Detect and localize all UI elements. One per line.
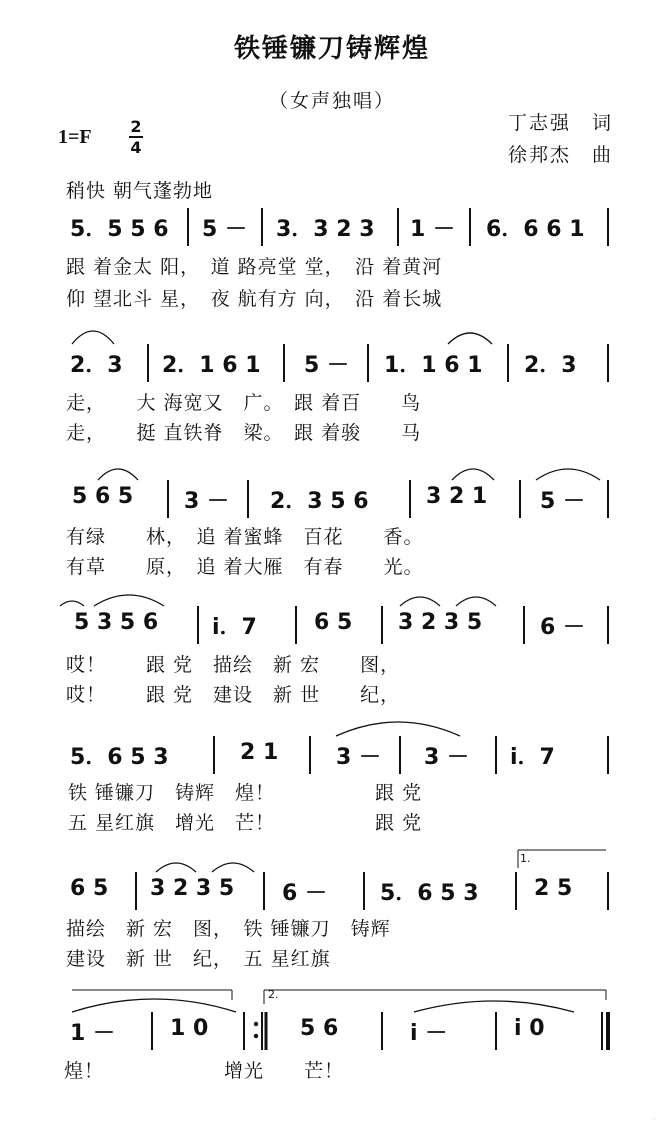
- lyrics-verse-2: 建设 新 世 纪， 五 星红旗: [66, 948, 331, 970]
- slur: [400, 597, 440, 606]
- repeat-dot: [254, 1022, 258, 1026]
- slur: [452, 469, 494, 480]
- measure-notes: 6．6 6 1: [486, 217, 585, 242]
- second-ending-label: 2.: [268, 988, 279, 1001]
- lyrics-verse-1: 跟 着金太 阳， 道 路亮堂 堂， 沿 着黄河: [66, 256, 443, 278]
- measure-notes: 5 3 5 6: [74, 610, 159, 635]
- measure-notes: 6 －: [282, 881, 327, 906]
- measure-notes: i －: [410, 1021, 448, 1046]
- lyrics-verse-1: 走， 大 海宽又 广。 跟 着百 鸟: [66, 392, 422, 414]
- slur: [156, 863, 196, 872]
- slur: [72, 331, 114, 344]
- slur: [72, 999, 236, 1012]
- slur: [448, 333, 492, 344]
- measure-notes: 1 －: [410, 217, 455, 242]
- slur: [212, 863, 254, 872]
- slur: [536, 469, 600, 480]
- measure-notes: 3 －: [424, 745, 469, 770]
- lyrics-verse-1: 煌！ 增光 芒！: [64, 1060, 345, 1082]
- measure-notes: 2．3: [524, 353, 577, 378]
- time-signature-bottom: 4: [130, 138, 142, 157]
- slur: [60, 601, 84, 606]
- measure-notes: 5 －: [202, 217, 247, 242]
- measure-notes: 5．6 5 3: [70, 745, 169, 770]
- measure-notes: 3 －: [184, 489, 229, 514]
- slur: [94, 595, 164, 606]
- measure-notes: 5 6: [300, 1016, 339, 1041]
- measure-notes: 6 5: [314, 610, 353, 635]
- measure-notes: 3 2 3 5: [398, 610, 483, 635]
- song-title: 铁锤镰刀铸辉煌: [233, 34, 430, 64]
- measure-notes: 6 5: [70, 876, 109, 901]
- slur: [456, 597, 496, 606]
- song-subtitle: （女声独唱）: [268, 90, 395, 112]
- slur: [98, 469, 138, 480]
- measure-notes: 5 －: [304, 353, 349, 378]
- lyricist-credit: 丁志强 词: [508, 112, 614, 134]
- lyrics-verse-1: 有绿 林， 追 着蜜蜂 百花 香。: [66, 526, 424, 548]
- measure-notes: 3 2 1: [426, 484, 488, 509]
- slur: [336, 722, 460, 736]
- measure-notes: i．7: [212, 615, 257, 640]
- lyrics-verse-1: 铁 锤镰刀 铸辉 煌！ 跟 党: [68, 782, 423, 804]
- measure-notes: 3 －: [336, 745, 381, 770]
- repeat-dot: [254, 1034, 258, 1038]
- measure-notes: 5．6 5 3: [380, 881, 479, 906]
- measure-notes: i．7: [510, 745, 555, 770]
- lyrics-verse-2: 五 星红旗 增光 芒！ 跟 党: [68, 812, 423, 834]
- key-signature: 1=F: [58, 126, 92, 148]
- measure-notes: 2．3 5 6: [270, 489, 369, 514]
- slur: [414, 1001, 574, 1012]
- measure-notes: 2．1 6 1: [162, 353, 261, 378]
- lyrics-verse-2: 走， 挺 直铁脊 梁。 跟 着骏 马: [66, 422, 422, 444]
- measure-notes: 2 1: [240, 740, 279, 765]
- first-ending-label: 1.: [520, 852, 531, 865]
- lyrics-verse-2: 哎！ 跟 党 建设 新 世 纪，: [66, 684, 401, 706]
- measure-notes: i 0: [514, 1016, 545, 1041]
- time-signature-top: 2: [130, 117, 142, 136]
- lyrics-verse-1: 哎！ 跟 党 描绘 新 宏 图，: [66, 654, 401, 676]
- lyrics-verse-2: 有草 原， 追 着大雁 有春 光。: [66, 556, 424, 578]
- lyrics-verse-1: 描绘 新 宏 图， 铁 锤镰刀 铸辉: [66, 918, 391, 940]
- measure-notes: 6 －: [540, 615, 585, 640]
- measure-notes: 1 0: [170, 1016, 209, 1041]
- lyrics-verse-2: 仰 望北斗 星， 夜 航有方 向， 沿 着长城: [66, 288, 443, 310]
- measure-notes: 2．3: [70, 353, 123, 378]
- measure-notes: 5 6 5: [72, 484, 134, 509]
- watermark: ·: [652, 1113, 656, 1126]
- measure-notes: 5．5 5 6: [70, 217, 169, 242]
- measure-notes: 3 2 3 5: [150, 876, 235, 901]
- measure-notes: 2 5: [534, 876, 573, 901]
- tempo-marking: 稍快 朝气蓬勃地: [66, 180, 214, 202]
- measure-notes: 3．3 2 3: [276, 217, 375, 242]
- measure-notes: 1 －: [70, 1021, 115, 1046]
- measure-notes: 5 －: [540, 489, 585, 514]
- composer-credit: 徐邦杰 曲: [508, 144, 614, 166]
- measure-notes: 1．1 6 1: [384, 353, 483, 378]
